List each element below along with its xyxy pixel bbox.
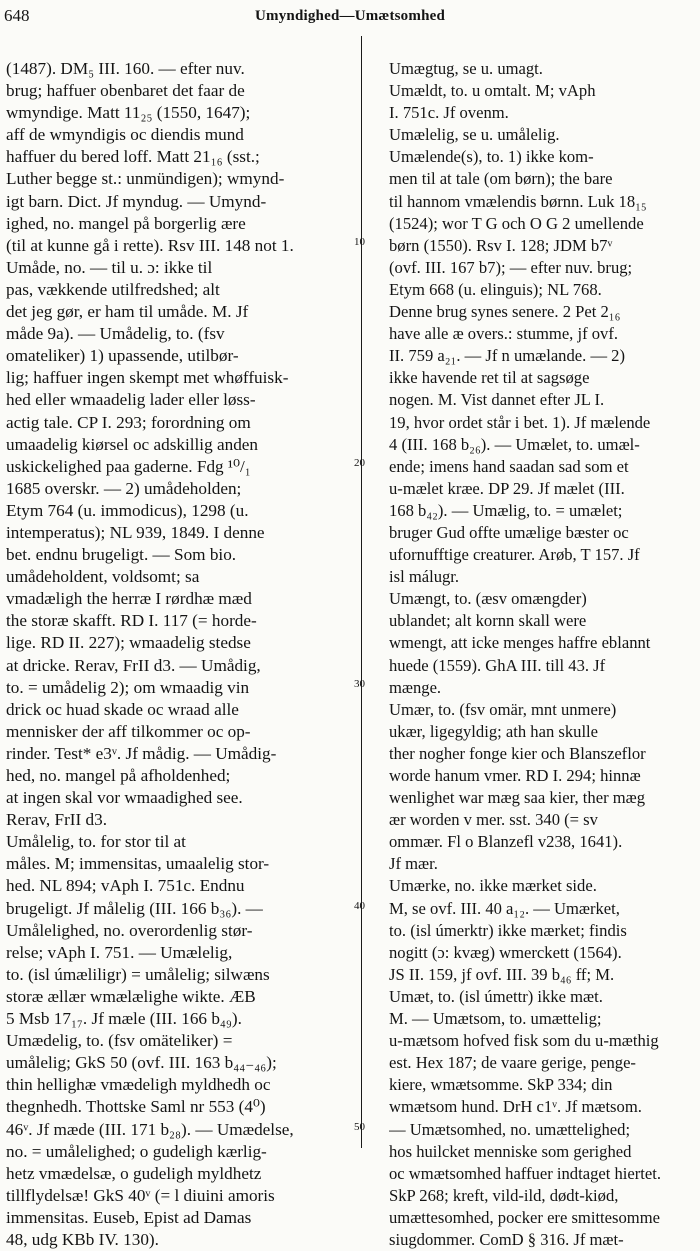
left-column-line: Umædelig, to. (fsv omäteliker) = (6, 1031, 233, 1051)
right-column-line: wmengt, att icke menges haffre eblannt (389, 633, 651, 653)
left-column-line: aff de wmyndigis oc diendis mund (6, 125, 244, 145)
right-column-line: ommær. Fl o Blanzefl v238, 1641). (389, 832, 623, 852)
left-column-line: thegnhedh. Thottske Saml nr 553 (4⁰) (6, 1097, 266, 1117)
left-column-line: hetz vmædelsæ, o gudeligh myldhetz (6, 1163, 262, 1183)
left-column-line: to. (isl úmæliligr) = umålelig; silwæns (6, 964, 270, 984)
left-column-line: hed eller wmaadelig lader eller løss- (6, 390, 256, 410)
right-column-line: worde hanum vmer. RD I. 294; hinnæ (389, 766, 641, 785)
left-column-line: måde 9a). — Umådelig, to. (fsv (6, 324, 225, 344)
right-column-line: (ovf. III. 167 b7); — efter nuv. brug; (389, 257, 633, 277)
column-divider (361, 36, 362, 1148)
right-column-line: I. 751c. Jf ovenm. (389, 103, 509, 123)
left-column-line: actig tale. CP I. 293; forordning om (6, 412, 251, 432)
right-column-line: wenlighet war mæg saa kier, ther mæg (389, 788, 646, 808)
right-column-line: umættesomhed, pocker ere smittesomme (389, 1207, 660, 1227)
running-title: Umyndighed—Umætsomhed (254, 8, 446, 24)
right-column (389, 58, 697, 1251)
right-column-line: have alle æ overs.: stumme, jf ovf. (389, 324, 619, 344)
right-column-line: Umælelig, se u. umålelig. (389, 125, 560, 145)
right-column-line: Jf mær. (389, 854, 438, 874)
right-column-line: u-mælet kræe. DP 29. Jf mælet (III. (389, 478, 625, 498)
right-column-line: Umældt, to. u omtalt. M; vAph (389, 81, 596, 101)
left-column-line: thin hellighæ vmædeligh myldhedh oc (6, 1075, 271, 1095)
left-column-line: vmadæligh the herræ I rørdhæ mæd (6, 589, 252, 609)
right-column-line: oc wmætsomhed haffuer indtaget hiertet. (389, 1163, 662, 1183)
left-column-line: storæ ællær wmælælighe wikte. ÆB (6, 986, 256, 1006)
left-column-line: rinder. Test* e3ᵛ. Jf mådig. — Umådig- (6, 743, 277, 763)
left-column-line: Rerav, FrII d3. (6, 810, 108, 830)
right-column-line: M. — Umætsom, to. umættelig; (389, 1009, 602, 1029)
left-column-line: Etym 764 (u. immodicus), 1298 (u. (6, 500, 249, 520)
right-column-line: ikke havende ret til at sagsøge (389, 368, 590, 388)
right-column-line: Etym 668 (u. elinguis); NL 768. (389, 279, 602, 299)
left-column-line: ighed, no. mangel på borgerlig ære (6, 213, 246, 233)
right-column-line: est. Hex 187; de vaare gerige, penge- (389, 1053, 636, 1073)
right-column-line: isl málugr. (389, 567, 460, 587)
left-column-line: brug; haffuer obenbaret det faar de (6, 81, 245, 101)
left-column-line: umålelig; GkS 50 (ovf. III. 163 b₄₄₋₄₆); (6, 1053, 277, 1073)
left-column-line: wmyndige. Matt 11₂₅ (1550, 1647); (6, 103, 251, 123)
right-column-line: 19, hvor ordet står i bet. 1). Jf mælende (389, 412, 651, 432)
left-column-line: uskickelighed paa gaderne. Fdg ¹⁰/₁ (6, 456, 251, 476)
left-column-line: 5 Msb 17₁₇. Jf mæle (III. 166 b₄₉). (6, 1009, 242, 1029)
left-column-line: (1487). DM₅ III. 160. — efter nuv. (6, 59, 245, 78)
right-column-line: Umæt, to. (isl úmettr) ikke mæt. (389, 986, 603, 1006)
right-column-line: u-mætsom hofved fisk som du u-mæthig (389, 1031, 659, 1051)
left-column-line: drick oc huad skade oc wraad alle (6, 699, 239, 719)
right-column-line: Umælende(s), to. 1) ikke kom- (389, 147, 594, 167)
right-column-line: huede (1559). GhA III. till 43. Jf (389, 655, 606, 675)
right-column-line: to. (isl úmerktr) ikke mærket; findis (389, 920, 627, 940)
right-column-line: kiere, wmætsomme. SkP 334; din (389, 1075, 613, 1095)
left-column-line: at dricke. Rerav, FrII d3. — Umådig, (6, 655, 261, 675)
left-column-line: Umålelig, to. for stor til at (6, 832, 186, 852)
right-column-line: Denne brug synes senere. 2 Pet 2₁₆ (389, 302, 621, 322)
right-column-line: men til at tale (om børn); the bare (389, 169, 613, 189)
left-column-line: lig; haffuer ingen skempt met whøffuisk- (6, 368, 289, 388)
left-column-line: bet. endnu brugeligt. — Som bio. (6, 545, 237, 565)
right-column-line: nogitt (ɔ: kvæg) wmerckett (1564). (389, 942, 622, 962)
left-column-line: 1685 overskr. — 2) umådeholden; (6, 478, 242, 498)
left-column-line: Umåde, no. — til u. ɔ: ikke til (6, 257, 213, 277)
right-column-line: SkP 268; kreft, vild-ild, dødt-kiød, (389, 1185, 619, 1205)
left-column-line: det jeg gør, er ham til umåde. M. Jf (6, 302, 249, 322)
left-column-line: tillflydelsæ! GkS 40ᵛ (= l diuini amoris (6, 1185, 275, 1205)
left-column-line: umådeholdent, voldsomt; sa (6, 567, 200, 587)
right-column-line: hos huilcket menniske som gerighed (389, 1141, 632, 1161)
right-column-line: ær worden v mer. sst. 340 (= sv (389, 810, 598, 830)
right-column-line: børn (1550). Rsv I. 128; JDM b7ᵛ (389, 235, 613, 255)
left-column-line: no. = umålelighed; o gudeligh kærlig- (6, 1141, 267, 1161)
left-column-line: måles. M; immensitas, umaalelig stor- (6, 854, 270, 874)
left-column-line: omateliker) 1) upassende, utilbør- (6, 346, 239, 366)
right-column-line: 4 (III. 168 b₂₆). — Umælet, to. umæl- (389, 434, 640, 454)
left-column-line: relse; vAph I. 751. — Umælelig, (6, 942, 233, 962)
left-column-line: pas, vækkende utilfredshed; alt (6, 279, 220, 299)
right-column-line: wmætsom hund. DrH c1ᵛ. Jf mætsom. (389, 1097, 642, 1117)
left-column-line: Luther begge st.: unmündigen); wmynd- (6, 169, 285, 189)
left-column-line: 46ᵛ. Jf mæde (III. 171 b₂₈). — Umædelse, (6, 1119, 294, 1139)
left-column-line: lige. RD II. 227); wmaadelig stedse (6, 633, 251, 653)
left-column-line: hed. NL 894; vAph I. 751c. Endnu (6, 876, 245, 896)
left-column-line: to. = umådelig 2); om wmaadig vin (6, 677, 250, 697)
page-number: 648 (4, 6, 30, 25)
left-column-line: Umålelighed, no. overordenlig stør- (6, 920, 253, 940)
right-column-line: mænge. (389, 677, 442, 697)
right-column-line: til hannom vmælendis børnn. Luk 18₁₅ (389, 191, 647, 211)
right-column-line: M, se ovf. III. 40 a₁₂. — Umærket, (389, 898, 620, 918)
left-column-line: umaadelig kiørsel oc adskillig anden (6, 434, 259, 454)
left-column (6, 58, 350, 1251)
right-column-line: Umær, to. (fsv omär, mnt unmere) (389, 699, 617, 719)
left-column-line: the storæ skafft. RD I. 117 (= horde- (6, 611, 257, 631)
line-number-30: 30 (354, 678, 365, 690)
left-column-line: mennisker der aff tilkommer oc op- (6, 721, 251, 741)
left-column-line: (til at kunne gå i rette). Rsv III. 148 not 1. (6, 235, 294, 255)
left-column-line: at ingen skal vor wmaadighed see. (6, 788, 243, 808)
right-column-line: bruger Gud offte umælige bæster oc (389, 522, 629, 542)
right-column-line: — Umætsomhed, no. umættelighed; (389, 1119, 631, 1139)
right-column-line: nogen. M. Vist dannet efter JL I. (389, 390, 605, 410)
right-column-line: (1524); wor T G och O G 2 umellende (389, 213, 644, 233)
right-column-line: ther nogher fonge kier och Blanszeflor (389, 743, 646, 763)
left-column-line: hed, no. mangel på afholdenhed; (6, 766, 231, 785)
right-column-line: ukær, ligegyldig; ath han skulle (389, 721, 599, 741)
line-number-50: 50 (354, 1121, 365, 1133)
right-column-line: Umængt, to. (æsv omængder) (389, 589, 587, 609)
left-column-line: brugeligt. Jf målelig (III. 166 b₃₆). — (6, 898, 263, 918)
right-column-line: II. 759 a₂₁. — Jf n umælande. — 2) (389, 346, 626, 366)
line-number-20: 20 (354, 457, 365, 469)
right-column-line: ufornufftige creaturer. Arøb, T 157. Jf (389, 545, 640, 565)
right-column-line: JS II. 159, jf ovf. III. 39 b₄₆ ff; M. (389, 964, 615, 984)
right-column-line: siugdommer. ComD § 316. Jf mæt- (389, 1229, 624, 1249)
left-column-line: haffuer du bered loff. Matt 21₁₆ (sst.; (6, 147, 260, 167)
line-number-40: 40 (354, 900, 365, 912)
right-column-line: ende; imens hand saadan sad som et (389, 456, 629, 476)
left-column-line: 48, udg KBb IV. 130). (6, 1229, 159, 1249)
left-column-line: intemperatus); NL 939, 1849. I denne (6, 522, 265, 542)
right-column-line: Umærke, no. ikke mærket side. (389, 876, 597, 896)
line-number-10: 10 (354, 236, 365, 248)
left-column-line: immensitas. Euseb, Epist ad Damas (6, 1207, 252, 1227)
page-header (0, 0, 700, 40)
right-column-line: Umægtug, se u. umagt. (389, 59, 543, 78)
right-column-line: ublandet; alt kornn skall were (389, 611, 587, 631)
right-column-line: 168 b₄₂). — Umælig, to. = umælet; (389, 500, 623, 520)
left-column-line: igt barn. Dict. Jf myndug. — Umynd- (6, 191, 267, 211)
